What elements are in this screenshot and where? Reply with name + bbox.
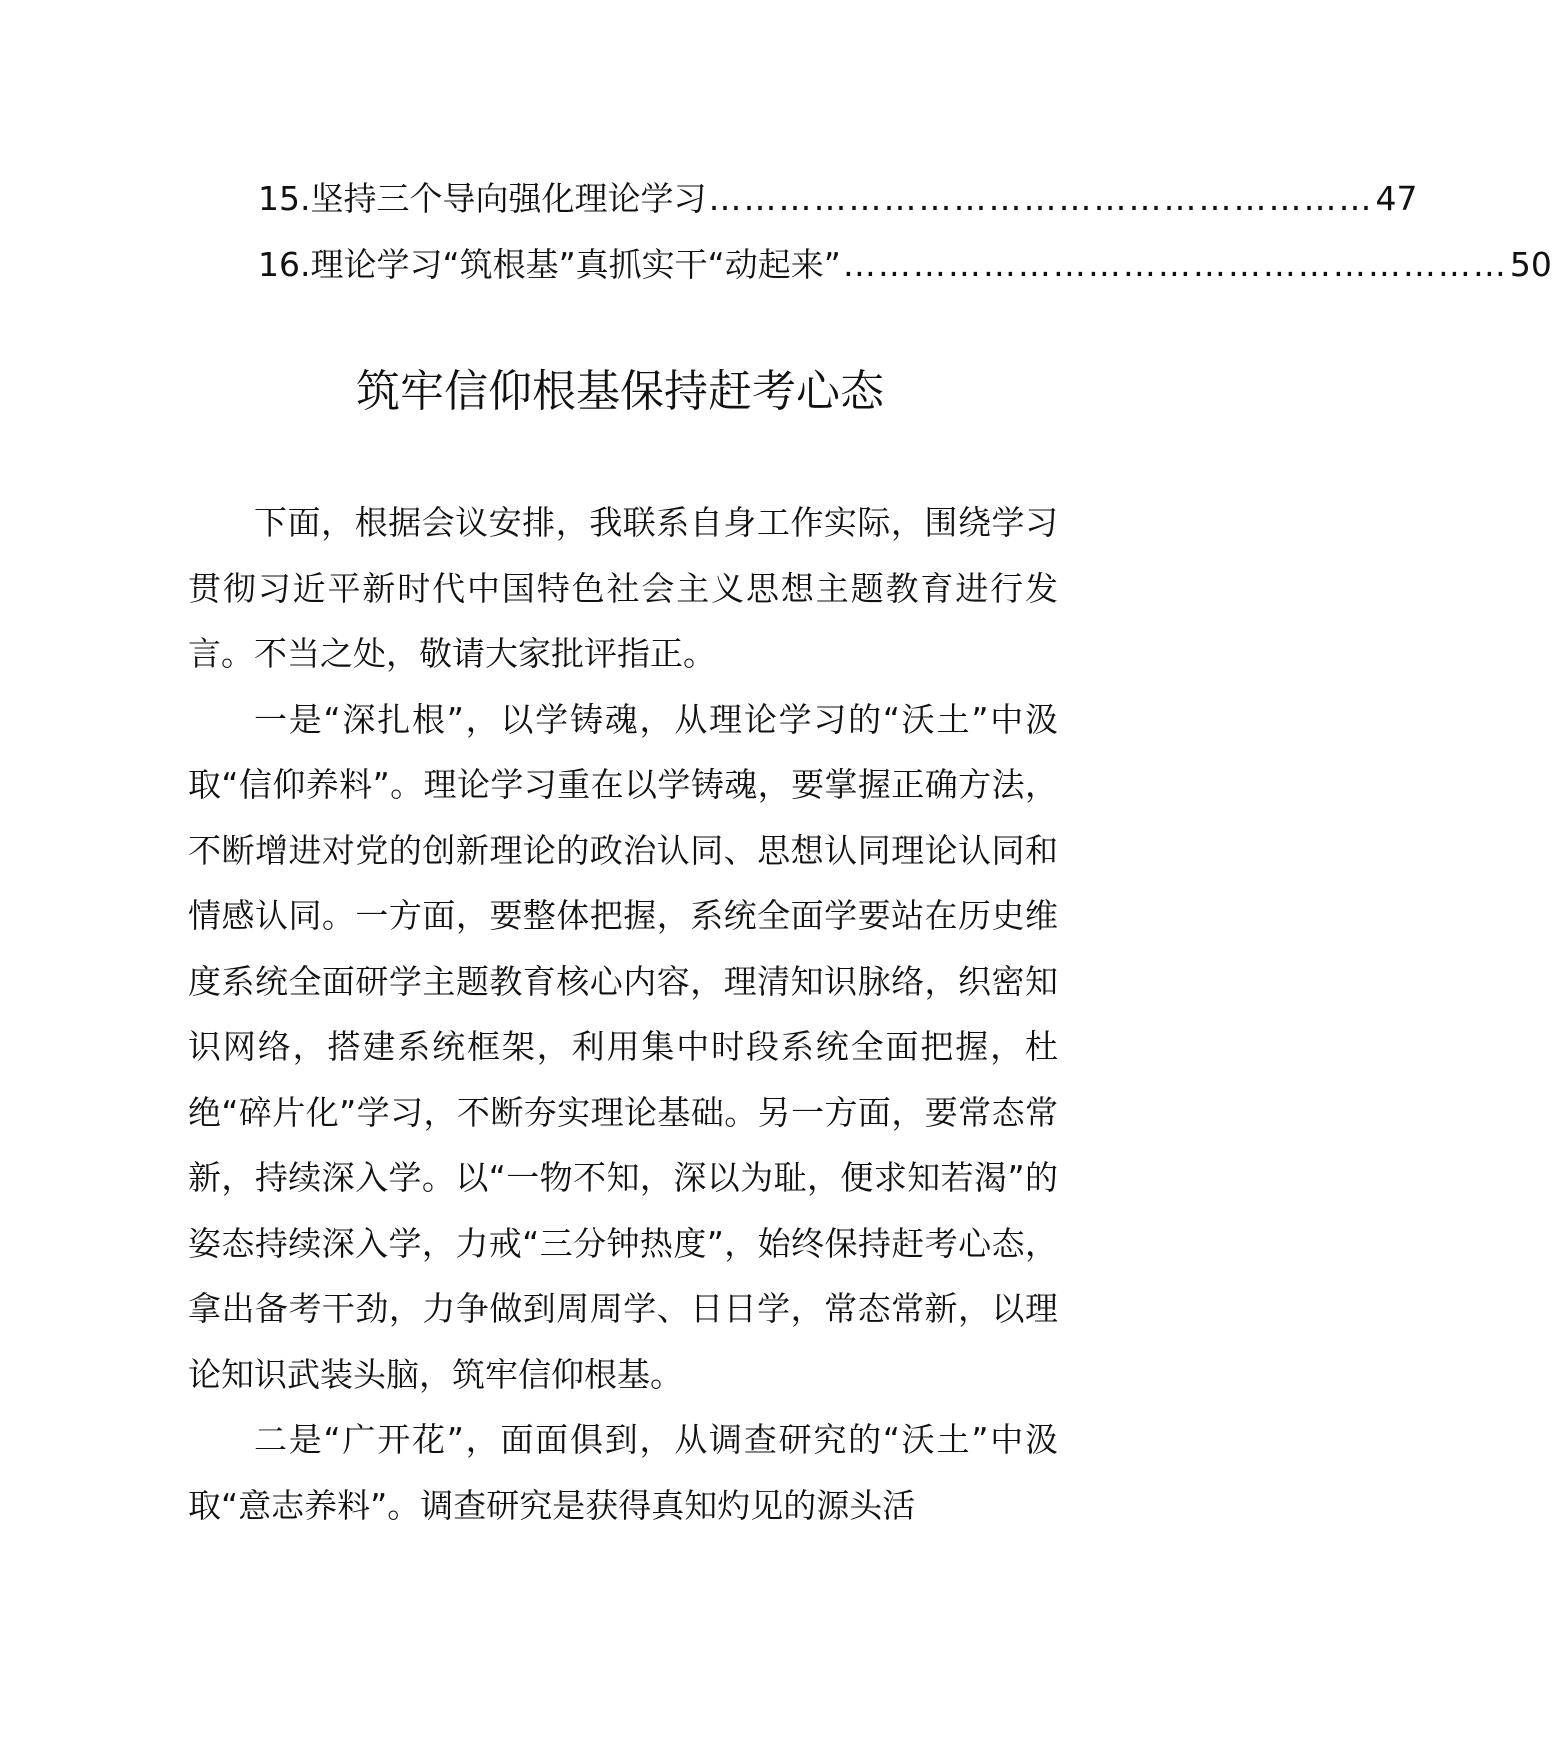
toc-item-title: 16.理论学习“筑根基”真抓实干“动起来” (258, 245, 841, 284)
document-body (188, 490, 1058, 1538)
toc-item-page-number: 50 (1509, 245, 1552, 284)
document-title: 筑牢信仰根基保持赶考心态 (356, 366, 884, 417)
body-paragraph: 二是“广开花”，面面俱到，从调查研究的“沃土”中汲取“意志养料”。调查研究是获得真知灼见的源头活 (188, 1420, 1058, 1525)
body-paragraph: 下面，根据会议安排，我联系自身工作实际，围绕学习贯彻习近平新时代中国特色社会主义思想主题教育进行发言。不当之处，敬请大家批评指正。 (188, 503, 1058, 673)
toc-item-leader-dots: ………………………………………………… (708, 179, 1374, 218)
toc-item[interactable] (258, 166, 1418, 232)
toc-item-title: 15.坚持三个导向强化理论学习 (258, 179, 707, 218)
table-of-contents (258, 166, 1552, 298)
body-paragraph: 一是“深扎根”，以学铸魂，从理论学习的“沃土”中汲取“信仰养料”。理论学习重在以学铸魂，要掌握正确方法，不断增进对党的创新理论的政治认同、思想认同理论认同和情感认同。一方面，要整体把握，系统全面学要站在历史维度系统全面研学主题教育核心内容，理清知识脉络，织密知识网络，搭建系统框架，利用集中时段系统全面把握，杜绝“碎片化”学习，不断夯实理论基础。另一方面，要常态常新，持续深入学。以“一物不知，深以为耻，便求知若渴”的姿态持续深入学，力戒“三分钟热度”，始终保持赶考心态，拿出备考干劲，力争做到周周学、日日学，常态常新，以理论知识武装头脑，筑牢信仰根基。 (188, 699, 1058, 1394)
toc-item-leader-dots: ………………………………………………… (842, 245, 1508, 284)
toc-item-page-number: 47 (1375, 179, 1418, 218)
toc-item[interactable] (258, 232, 1552, 298)
